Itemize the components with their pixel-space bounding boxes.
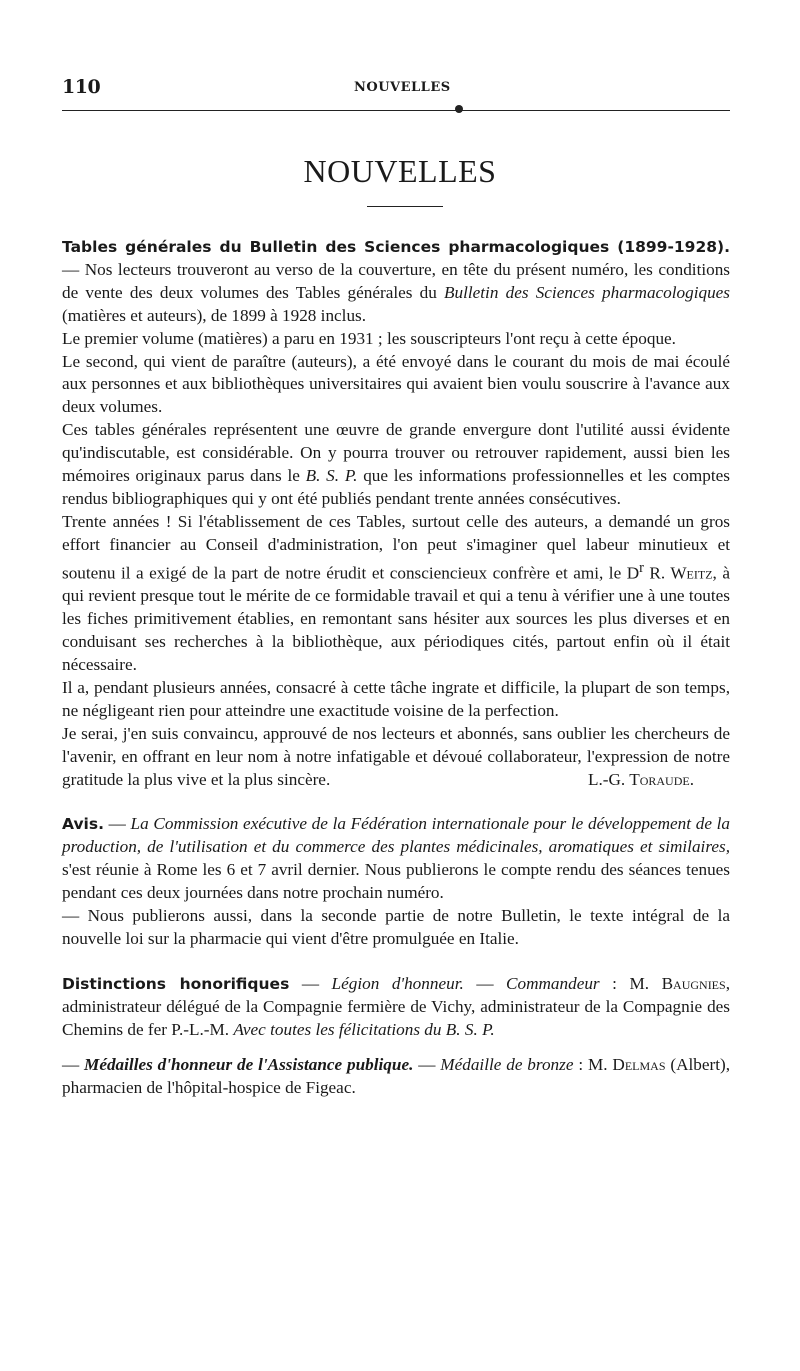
distinctions-lead: Distinctions honorifiques	[62, 974, 290, 993]
baugnies-name: Baugnies	[661, 973, 726, 993]
running-title: NOUVELLES	[354, 80, 451, 95]
avis-paragraph-1	[62, 813, 730, 905]
tables-paragraph-5	[62, 511, 730, 677]
medailles-dash-2: —	[413, 1054, 441, 1074]
tables-paragraph-1	[62, 236, 730, 328]
title-rule	[367, 206, 443, 207]
distinctions-text: , administrateur délégué de la Compagnie fermière de Vichy, administrateur de la Compagnie des Chemins de fer P.-L.-M.	[62, 973, 730, 1039]
tables-p4-a: Ces tables générales représentent une œuvre de grande envergure dont l'utilité aussi évidente qu'indiscutable, est considérable. On y pourra trouver ou retrouver rapidement, aussi bien les mémoires originaux parus dans le	[62, 420, 730, 486]
header-rule	[62, 110, 730, 111]
tables-text-a: — Nos lecteurs trouveront au verso de la couverture, en tête du présent numéro, les conditions de vente des deux volumes des Tables générales du	[62, 259, 730, 302]
tables-p5-a: Trente années ! Si l'établissement de ces Tables, surtout celle des auteurs, a demandé un gros effort financier au Conseil d'administration, l'on peut s'imaginer quel labeur minutieux et soutenu il a exigé de la part de notre érudit et consciencieux confrère et ami, le D	[62, 511, 730, 583]
header-rule-ornament	[455, 105, 463, 113]
tables-text-b: (matières et auteurs), de 1899 à 1928 inclus.	[62, 305, 367, 325]
section-title: NOUVELLES	[303, 153, 497, 189]
tables-lead: Tables générales du Bulletin des Sciences pharmacologiques (1899-1928).	[62, 238, 730, 256]
tables-paragraph-6: Il a, pendant plusieurs années, consacré à cette tâche ingrate et difficile, la plupart de son temps, ne négligeant rien pour atteindre une exactitude voisine de la perfection.	[62, 677, 730, 720]
felicitations: Avec toutes les félicitations du B. S. P.	[233, 1019, 495, 1039]
legion-honneur: Légion d'honneur.	[331, 973, 464, 993]
weitz-name: R. Weitz	[643, 563, 713, 583]
signature: L.-G. Toraude.	[587, 769, 694, 789]
medailles-colon: : M.	[573, 1054, 613, 1074]
avis-dash: —	[103, 814, 131, 834]
avis-commission: La Commission exécutive de la Fédération internationale pour le développement de la production, de l'utilisation et du commerce des plantes médicinales, aromatiques et similaires,	[62, 814, 731, 857]
tables-p7: Je serai, j'en suis convaincu, approuvé de nos lecteurs et abonnés, sans oublier les chercheurs de l'avenir, en offrant en leur nom à notre infatigable et dévoué collaborateur, l'expression de notre gratitude la plus vive et la plus sincère.	[62, 723, 730, 789]
distinctions-paragraph-2	[62, 1054, 730, 1100]
delmas-name: Delmas	[612, 1054, 666, 1074]
tables-paragraph-4	[62, 419, 730, 511]
medailles-honneur: Médailles d'honneur de l'Assistance publique.	[84, 1054, 414, 1074]
article-body	[62, 236, 730, 1099]
distinctions-paragraph-1	[62, 973, 730, 1042]
avis-lead: Avis.	[62, 815, 104, 834]
medaille-bronze: Médaille de bronze	[440, 1054, 574, 1074]
tables-paragraph-3: Le second, qui vient de paraître (auteurs), a été envoyé dans le courant du mois de mai écoulé aux personnes et aux bibliothèques universitaires qui avaient bien voulu souscrire à l'avance aux deux volumes.	[62, 351, 730, 417]
tables-paragraph-7	[62, 723, 730, 792]
tables-p5-b: , à qui revient presque tout le mérite de ce formidable travail et qui a tenu à vérifier une à une toutes les fiches primitivement établies, en remontant sans hésiter aux sources les plus diverses et en conduisant ses recherches à la bibliothèque, aux périodiques cités, partout enfin où il était nécessaire.	[62, 563, 730, 675]
tables-paragraph-2: Le premier volume (matières) a paru en 1931 ; les souscripteurs l'ont reçu à cette époque.	[62, 328, 676, 348]
bsp-abbrev: B. S. P.	[305, 466, 358, 486]
page-number: 110	[62, 76, 101, 98]
medailles-dash: —	[62, 1054, 85, 1074]
delmas-text: (Albert), pharmacien de l'hôpital-hospice de Figeac.	[62, 1054, 731, 1097]
tables-p4-b: que les informations professionnelles et les comptes rendus bibliographiques qui y ont été publiés pendant trente années consécutives.	[62, 466, 730, 508]
commandeur: Commandeur	[506, 973, 600, 993]
distinctions-dash-1: —	[289, 973, 332, 993]
running-header	[62, 76, 730, 100]
doctor-sup: r	[639, 559, 644, 576]
distinctions-colon: : M.	[599, 973, 662, 993]
distinctions-dash-2: —	[463, 973, 507, 993]
avis-text: s'est réunie à Rome les 6 et 7 avril dernier. Nous publierons le compte rendu des séances tenues pendant ces deux journées dans notre prochain numéro.	[62, 860, 730, 903]
bulletin-title: Bulletin des Sciences pharmacologiques	[444, 282, 731, 302]
avis-paragraph-2: — Nous publierons aussi, dans la seconde partie de notre Bulletin, le texte intégral de la nouvelle loi sur la pharmacie qui vient d'être promulguée en Italie.	[62, 906, 730, 949]
